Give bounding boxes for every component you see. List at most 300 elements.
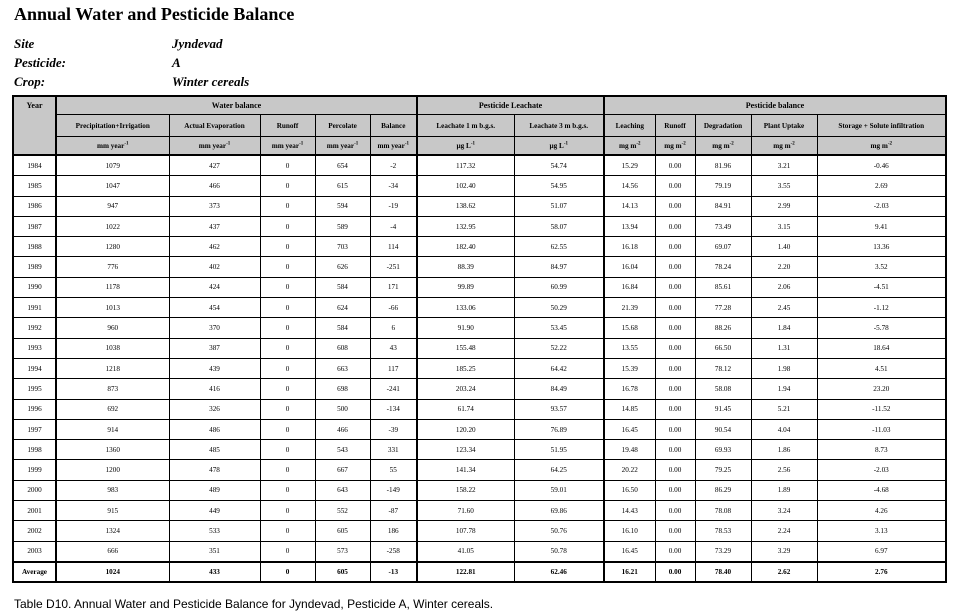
value-cell: 91.90 (417, 318, 514, 338)
table-row (13, 338, 946, 358)
value-cell: 69.07 (695, 237, 751, 257)
value-cell: 3.15 (751, 216, 817, 236)
table-row (13, 196, 946, 216)
value-cell: 41.05 (417, 541, 514, 562)
value-cell: 0.00 (655, 480, 695, 500)
value-cell: -87 (370, 501, 417, 521)
value-cell: 589 (315, 216, 370, 236)
value-cell: 2.24 (751, 521, 817, 541)
value-cell: 402 (169, 257, 260, 277)
meta-row-pesticide (14, 53, 249, 72)
value-cell: 0 (260, 541, 315, 562)
meta-value: A (172, 55, 181, 70)
value-cell: 50.76 (514, 521, 604, 541)
column-unit: mg $m^{-2}$ (695, 137, 751, 156)
value-cell: 0.00 (655, 176, 695, 196)
value-cell: 0 (260, 176, 315, 196)
column-unit: µg $L^{-1}$ (514, 137, 604, 156)
value-cell: 626 (315, 257, 370, 277)
average-cell: 62.46 (514, 562, 604, 582)
value-cell: 18.64 (817, 338, 946, 358)
year-cell: 1991 (13, 298, 56, 318)
year-cell: 2003 (13, 541, 56, 562)
value-cell: 4.51 (817, 358, 946, 378)
value-cell: -251 (370, 257, 417, 277)
value-cell: 23.20 (817, 379, 946, 399)
value-cell: 60.99 (514, 277, 604, 297)
value-cell: 81.96 (695, 155, 751, 176)
value-cell: 13.36 (817, 237, 946, 257)
value-cell: 1.94 (751, 379, 817, 399)
value-cell: 64.42 (514, 358, 604, 378)
value-cell: 0.00 (655, 155, 695, 176)
value-cell: 107.78 (417, 521, 514, 541)
value-cell: 608 (315, 338, 370, 358)
value-cell: 4.26 (817, 501, 946, 521)
year-cell: 1995 (13, 379, 56, 399)
value-cell: 0.00 (655, 298, 695, 318)
average-cell: 2.62 (751, 562, 817, 582)
value-cell: 533 (169, 521, 260, 541)
value-cell: 0.00 (655, 379, 695, 399)
value-cell: 437 (169, 216, 260, 236)
value-cell: 454 (169, 298, 260, 318)
value-cell: 114 (370, 237, 417, 257)
column-header: Degradation (695, 115, 751, 137)
value-cell: 1.84 (751, 318, 817, 338)
value-cell: 0.00 (655, 257, 695, 277)
value-cell: 947 (56, 196, 169, 216)
value-cell: 3.21 (751, 155, 817, 176)
value-cell: -19 (370, 196, 417, 216)
column-unit: mg $m^{-2}$ (751, 137, 817, 156)
value-cell: 15.39 (604, 358, 655, 378)
header-year: Year (13, 96, 56, 155)
value-cell: 19.48 (604, 440, 655, 460)
value-cell: 1038 (56, 338, 169, 358)
value-cell: 387 (169, 338, 260, 358)
table-row (13, 399, 946, 419)
value-cell: 117.32 (417, 155, 514, 176)
value-cell: 55 (370, 460, 417, 480)
value-cell: -34 (370, 176, 417, 196)
value-cell: 58.08 (695, 379, 751, 399)
value-cell: 1360 (56, 440, 169, 460)
value-cell: 485 (169, 440, 260, 460)
table-caption: Table D10. Annual Water and Pesticide Balance for Jyndevad, Pesticide A, Winter cereals. (14, 597, 494, 611)
value-cell: 0 (260, 277, 315, 297)
value-cell: 99.89 (417, 277, 514, 297)
value-cell: 78.24 (695, 257, 751, 277)
value-cell: 703 (315, 237, 370, 257)
value-cell: 0 (260, 237, 315, 257)
value-cell: 1.86 (751, 440, 817, 460)
value-cell: -241 (370, 379, 417, 399)
value-cell: 61.74 (417, 399, 514, 419)
value-cell: 0.00 (655, 521, 695, 541)
value-cell: 4.04 (751, 419, 817, 439)
value-cell: 698 (315, 379, 370, 399)
table-row (13, 237, 946, 257)
value-cell: 185.25 (417, 358, 514, 378)
value-cell: 960 (56, 318, 169, 338)
value-cell: 873 (56, 379, 169, 399)
value-cell: 370 (169, 318, 260, 338)
column-unit: µg $L^{-1}$ (417, 137, 514, 156)
average-cell: 16.21 (604, 562, 655, 582)
year-cell: 2002 (13, 521, 56, 541)
table-row (13, 318, 946, 338)
value-cell: 373 (169, 196, 260, 216)
average-cell: 0 (260, 562, 315, 582)
column-header: Plant Uptake (751, 115, 817, 137)
value-cell: 20.22 (604, 460, 655, 480)
value-cell: 15.29 (604, 155, 655, 176)
value-cell: 466 (169, 176, 260, 196)
column-unit: mm year$^{-1}$ (315, 137, 370, 156)
year-cell: 1992 (13, 318, 56, 338)
value-cell: 73.49 (695, 216, 751, 236)
value-cell: 331 (370, 440, 417, 460)
value-cell: 667 (315, 460, 370, 480)
column-header: Leachate 3 m b.g.s. (514, 115, 604, 137)
table-row (13, 419, 946, 439)
value-cell: 0.00 (655, 460, 695, 480)
column-header: Balance (370, 115, 417, 137)
value-cell: 427 (169, 155, 260, 176)
column-unit: mg $m^{-2}$ (817, 137, 946, 156)
value-cell: 1013 (56, 298, 169, 318)
value-cell: 171 (370, 277, 417, 297)
value-cell: 0 (260, 298, 315, 318)
value-cell: 624 (315, 298, 370, 318)
value-cell: 663 (315, 358, 370, 378)
year-cell: 1987 (13, 216, 56, 236)
value-cell: 6.97 (817, 541, 946, 562)
year-cell: 1990 (13, 277, 56, 297)
value-cell: 776 (56, 257, 169, 277)
value-cell: 16.84 (604, 277, 655, 297)
value-cell: -4.68 (817, 480, 946, 500)
year-cell: 1994 (13, 358, 56, 378)
value-cell: 3.13 (817, 521, 946, 541)
value-cell: 5.21 (751, 399, 817, 419)
value-cell: 0.00 (655, 318, 695, 338)
value-cell: 573 (315, 541, 370, 562)
value-cell: 16.45 (604, 419, 655, 439)
value-cell: 64.25 (514, 460, 604, 480)
value-cell: 439 (169, 358, 260, 378)
value-cell: 0 (260, 216, 315, 236)
value-cell: 66.50 (695, 338, 751, 358)
value-cell: 0.00 (655, 419, 695, 439)
value-cell: -4.51 (817, 277, 946, 297)
value-cell: 0 (260, 440, 315, 460)
value-cell: -258 (370, 541, 417, 562)
value-cell: 203.24 (417, 379, 514, 399)
value-cell: 90.54 (695, 419, 751, 439)
value-cell: 1.40 (751, 237, 817, 257)
value-cell: 52.22 (514, 338, 604, 358)
value-cell: 91.45 (695, 399, 751, 419)
meta-row-site (14, 34, 249, 53)
value-cell: 1280 (56, 237, 169, 257)
meta-value: Jyndevad (172, 36, 223, 51)
value-cell: 543 (315, 440, 370, 460)
value-cell: 123.34 (417, 440, 514, 460)
value-cell: 14.13 (604, 196, 655, 216)
value-cell: 692 (56, 399, 169, 419)
meta-key: Pesticide: (14, 55, 66, 70)
value-cell: 93.57 (514, 399, 604, 419)
table-row (13, 501, 946, 521)
value-cell: -39 (370, 419, 417, 439)
value-cell: 2.56 (751, 460, 817, 480)
value-cell: 138.62 (417, 196, 514, 216)
value-cell: -1.12 (817, 298, 946, 318)
value-cell: 15.68 (604, 318, 655, 338)
value-cell: 486 (169, 419, 260, 439)
value-cell: 51.07 (514, 196, 604, 216)
value-cell: 13.55 (604, 338, 655, 358)
value-cell: 0 (260, 358, 315, 378)
value-cell: 0.00 (655, 399, 695, 419)
value-cell: 2.06 (751, 277, 817, 297)
value-cell: 416 (169, 379, 260, 399)
value-cell: 8.73 (817, 440, 946, 460)
value-cell: 53.45 (514, 318, 604, 338)
value-cell: 16.10 (604, 521, 655, 541)
value-cell: 605 (315, 521, 370, 541)
value-cell: -11.03 (817, 419, 946, 439)
table-row (13, 155, 946, 176)
value-cell: 0 (260, 196, 315, 216)
year-cell: 1999 (13, 460, 56, 480)
value-cell: 449 (169, 501, 260, 521)
value-cell: -0.46 (817, 155, 946, 176)
average-row (13, 562, 946, 582)
table-row (13, 460, 946, 480)
value-cell: 6 (370, 318, 417, 338)
value-cell: 0 (260, 318, 315, 338)
value-cell: 351 (169, 541, 260, 562)
meta-key: Site (14, 36, 35, 51)
value-cell: 0 (260, 257, 315, 277)
value-cell: 51.95 (514, 440, 604, 460)
value-cell: 84.91 (695, 196, 751, 216)
average-cell: 433 (169, 562, 260, 582)
value-cell: 0.00 (655, 358, 695, 378)
value-cell: 182.40 (417, 237, 514, 257)
value-cell: 0 (260, 480, 315, 500)
value-cell: 14.85 (604, 399, 655, 419)
value-cell: 88.26 (695, 318, 751, 338)
year-cell: 1985 (13, 176, 56, 196)
value-cell: 0 (260, 155, 315, 176)
value-cell: 84.97 (514, 257, 604, 277)
meta-key: Crop: (14, 74, 46, 89)
value-cell: 141.34 (417, 460, 514, 480)
value-cell: 3.52 (817, 257, 946, 277)
table-row (13, 521, 946, 541)
header-pesticide-leachate: Pesticide Leachate (417, 96, 604, 115)
value-cell: 133.06 (417, 298, 514, 318)
value-cell: 76.89 (514, 419, 604, 439)
column-unit: mm year$^{-1}$ (370, 137, 417, 156)
year-cell: 1993 (13, 338, 56, 358)
value-cell: 500 (315, 399, 370, 419)
value-cell: 0.00 (655, 338, 695, 358)
average-cell: 605 (315, 562, 370, 582)
value-cell: 58.07 (514, 216, 604, 236)
column-header: Leachate 1 m b.g.s. (417, 115, 514, 137)
value-cell: 54.74 (514, 155, 604, 176)
value-cell: 1.89 (751, 480, 817, 500)
value-cell: 0 (260, 419, 315, 439)
value-cell: 50.29 (514, 298, 604, 318)
value-cell: 16.78 (604, 379, 655, 399)
value-cell: 186 (370, 521, 417, 541)
average-cell: 78.40 (695, 562, 751, 582)
value-cell: 16.45 (604, 541, 655, 562)
value-cell: 584 (315, 318, 370, 338)
value-cell: 3.29 (751, 541, 817, 562)
table-row (13, 176, 946, 196)
value-cell: 1047 (56, 176, 169, 196)
value-cell: 78.53 (695, 521, 751, 541)
average-cell: 1024 (56, 562, 169, 582)
value-cell: 71.60 (417, 501, 514, 521)
value-cell: 14.56 (604, 176, 655, 196)
value-cell: 0.00 (655, 440, 695, 460)
value-cell: 78.08 (695, 501, 751, 521)
value-cell: 85.61 (695, 277, 751, 297)
value-cell: 2.99 (751, 196, 817, 216)
value-cell: 478 (169, 460, 260, 480)
value-cell: -134 (370, 399, 417, 419)
column-header: Percolate (315, 115, 370, 137)
value-cell: -2.03 (817, 196, 946, 216)
value-cell: 1.31 (751, 338, 817, 358)
value-cell: -2 (370, 155, 417, 176)
value-cell: -149 (370, 480, 417, 500)
value-cell: 88.39 (417, 257, 514, 277)
value-cell: 79.19 (695, 176, 751, 196)
value-cell: 915 (56, 501, 169, 521)
value-cell: 0.00 (655, 277, 695, 297)
year-cell: 1984 (13, 155, 56, 176)
column-header: Runoff (260, 115, 315, 137)
value-cell: 1200 (56, 460, 169, 480)
header-water-balance: Water balance (56, 96, 417, 115)
value-cell: 3.24 (751, 501, 817, 521)
value-cell: 615 (315, 176, 370, 196)
value-cell: 69.93 (695, 440, 751, 460)
average-cell: 122.81 (417, 562, 514, 582)
header-pesticide-balance: Pesticide balance (604, 96, 946, 115)
value-cell: 914 (56, 419, 169, 439)
table-row (13, 379, 946, 399)
table-row (13, 541, 946, 562)
value-cell: 326 (169, 399, 260, 419)
value-cell: 0 (260, 460, 315, 480)
value-cell: 117 (370, 358, 417, 378)
column-unit: mm year$^{-1}$ (169, 137, 260, 156)
column-header: Runoff (655, 115, 695, 137)
value-cell: 0 (260, 521, 315, 541)
value-cell: 3.55 (751, 176, 817, 196)
value-cell: -11.52 (817, 399, 946, 419)
column-unit: mm year$^{-1}$ (260, 137, 315, 156)
value-cell: 77.28 (695, 298, 751, 318)
value-cell: 643 (315, 480, 370, 500)
value-cell: 21.39 (604, 298, 655, 318)
page-title: Annual Water and Pesticide Balance (14, 4, 295, 24)
year-cell: 1986 (13, 196, 56, 216)
value-cell: 1218 (56, 358, 169, 378)
metadata-block (14, 34, 249, 91)
table-row (13, 257, 946, 277)
value-cell: 0.00 (655, 216, 695, 236)
value-cell: 462 (169, 237, 260, 257)
value-cell: 78.12 (695, 358, 751, 378)
value-cell: 1324 (56, 521, 169, 541)
value-cell: 155.48 (417, 338, 514, 358)
value-cell: 69.86 (514, 501, 604, 521)
value-cell: 158.22 (417, 480, 514, 500)
value-cell: 0 (260, 379, 315, 399)
value-cell: 0.00 (655, 237, 695, 257)
value-cell: 16.50 (604, 480, 655, 500)
value-cell: 132.95 (417, 216, 514, 236)
column-header: Storage + Solute infiltration (817, 115, 946, 137)
balance-table (12, 95, 947, 583)
value-cell: 79.25 (695, 460, 751, 480)
column-header: Leaching (604, 115, 655, 137)
value-cell: 1079 (56, 155, 169, 176)
value-cell: 13.94 (604, 216, 655, 236)
average-cell: -13 (370, 562, 417, 582)
year-cell: 1998 (13, 440, 56, 460)
average-cell: 2.76 (817, 562, 946, 582)
value-cell: 0 (260, 399, 315, 419)
meta-value: Winter cereals (172, 74, 250, 89)
year-cell: 1996 (13, 399, 56, 419)
value-cell: 983 (56, 480, 169, 500)
table-row (13, 216, 946, 236)
year-cell: 1989 (13, 257, 56, 277)
average-cell: 0.00 (655, 562, 695, 582)
value-cell: 120.20 (417, 419, 514, 439)
year-cell: 2001 (13, 501, 56, 521)
value-cell: 16.04 (604, 257, 655, 277)
value-cell: 102.40 (417, 176, 514, 196)
value-cell: 654 (315, 155, 370, 176)
value-cell: 86.29 (695, 480, 751, 500)
column-unit: mg $m^{-2}$ (604, 137, 655, 156)
table-row (13, 358, 946, 378)
column-unit: mg $m^{-2}$ (655, 137, 695, 156)
value-cell: 1022 (56, 216, 169, 236)
value-cell: 1178 (56, 277, 169, 297)
value-cell: 2.69 (817, 176, 946, 196)
value-cell: 73.29 (695, 541, 751, 562)
value-cell: 50.78 (514, 541, 604, 562)
table-row (13, 480, 946, 500)
column-header: Actual Evaporation (169, 115, 260, 137)
value-cell: 552 (315, 501, 370, 521)
value-cell: 0.00 (655, 196, 695, 216)
